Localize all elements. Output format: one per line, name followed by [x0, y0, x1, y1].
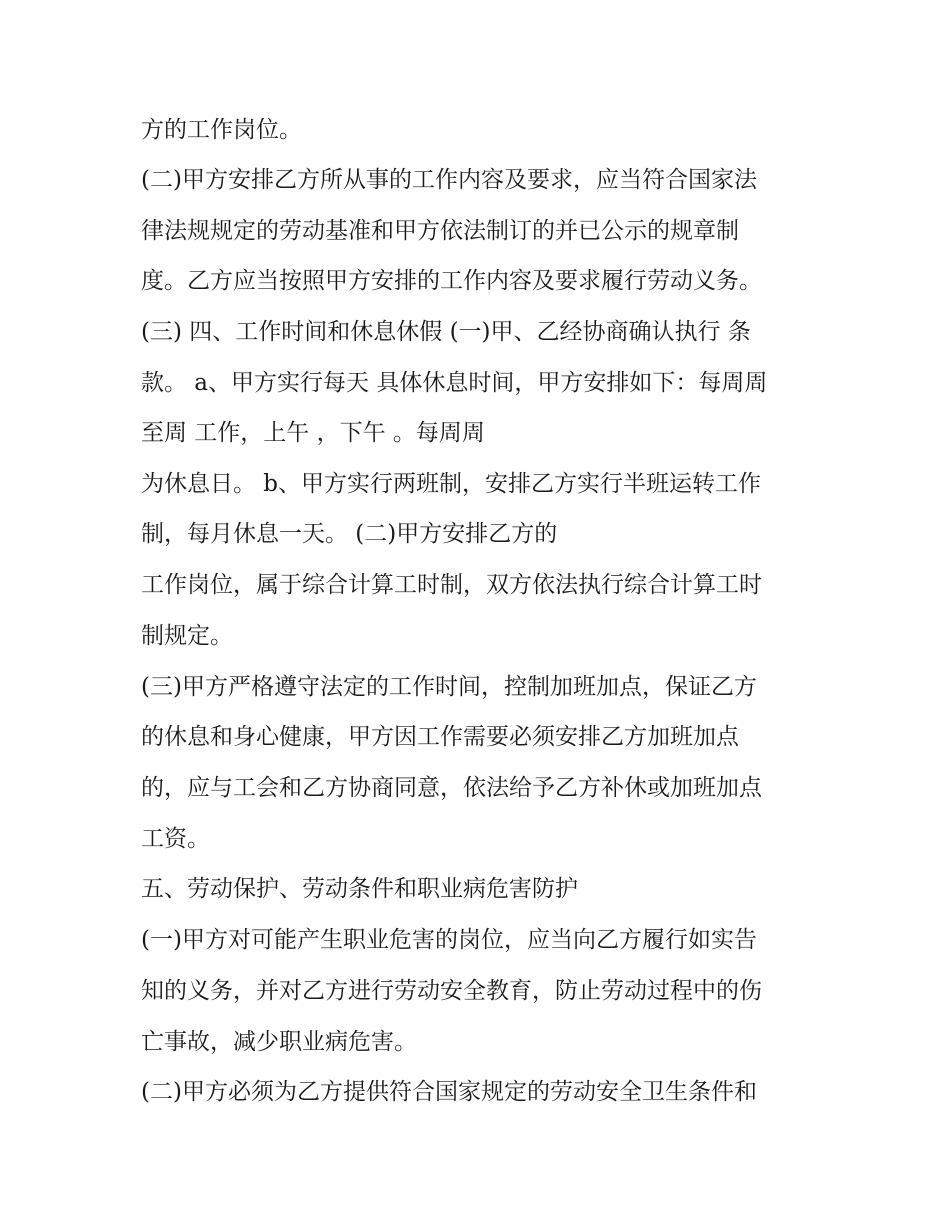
text-line: 至周 工作，上午 ，下午 。每周周: [141, 420, 485, 446]
text-line: 五、劳动保护、劳动条件和职业病危害防护: [141, 876, 578, 902]
text-line: (三)甲方严格遵守法定的工作时间，控制加班加点，保证乙方: [141, 674, 757, 700]
text-line: 方的工作岗位。: [141, 117, 302, 143]
text-line: 工作岗位，属于综合计算工时制，双方依法执行综合计算工时: [141, 572, 762, 598]
text-line: 的休息和身心健康，甲方因工作需要必须安排乙方加班加点: [141, 724, 739, 750]
text-line: (一)甲方对可能产生职业危害的岗位，应当向乙方履行如实告: [141, 927, 757, 953]
text-line: 制规定。: [141, 623, 233, 649]
text-line: (二)甲方安排乙方所从事的工作内容及要求，应当符合国家法: [141, 167, 757, 193]
text-line: 工资。: [141, 826, 210, 852]
text-line: 为休息日。 b、甲方实行两班制，安排乙方实行半班运转工作: [141, 471, 762, 497]
text-line: 的，应与工会和乙方协商同意，依法给予乙方补休或加班加点: [141, 775, 762, 801]
text-line: (三) 四、工作时间和休息休假 (一)甲、乙经协商确认执行 条: [141, 319, 751, 345]
text-line: (二)甲方必须为乙方提供符合国家规定的劳动安全卫生条件和: [141, 1079, 757, 1105]
text-line: 律法规规定的劳动基准和甲方依法制订的并已公示的规章制: [141, 218, 739, 244]
text-line: 度。乙方应当按照甲方安排的工作内容及要求履行劳动义务。: [141, 268, 762, 294]
text-line: 知的义务，并对乙方进行劳动安全教育，防止劳动过程中的伤: [141, 978, 762, 1004]
text-line: 制，每月休息一天。 (二)甲方安排乙方的: [141, 521, 558, 547]
text-line: 亡事故，减少职业病危害。: [141, 1029, 417, 1055]
text-line: 款。 a、甲方实行每天 具体休息时间，甲方安排如下：每周周: [141, 370, 768, 396]
